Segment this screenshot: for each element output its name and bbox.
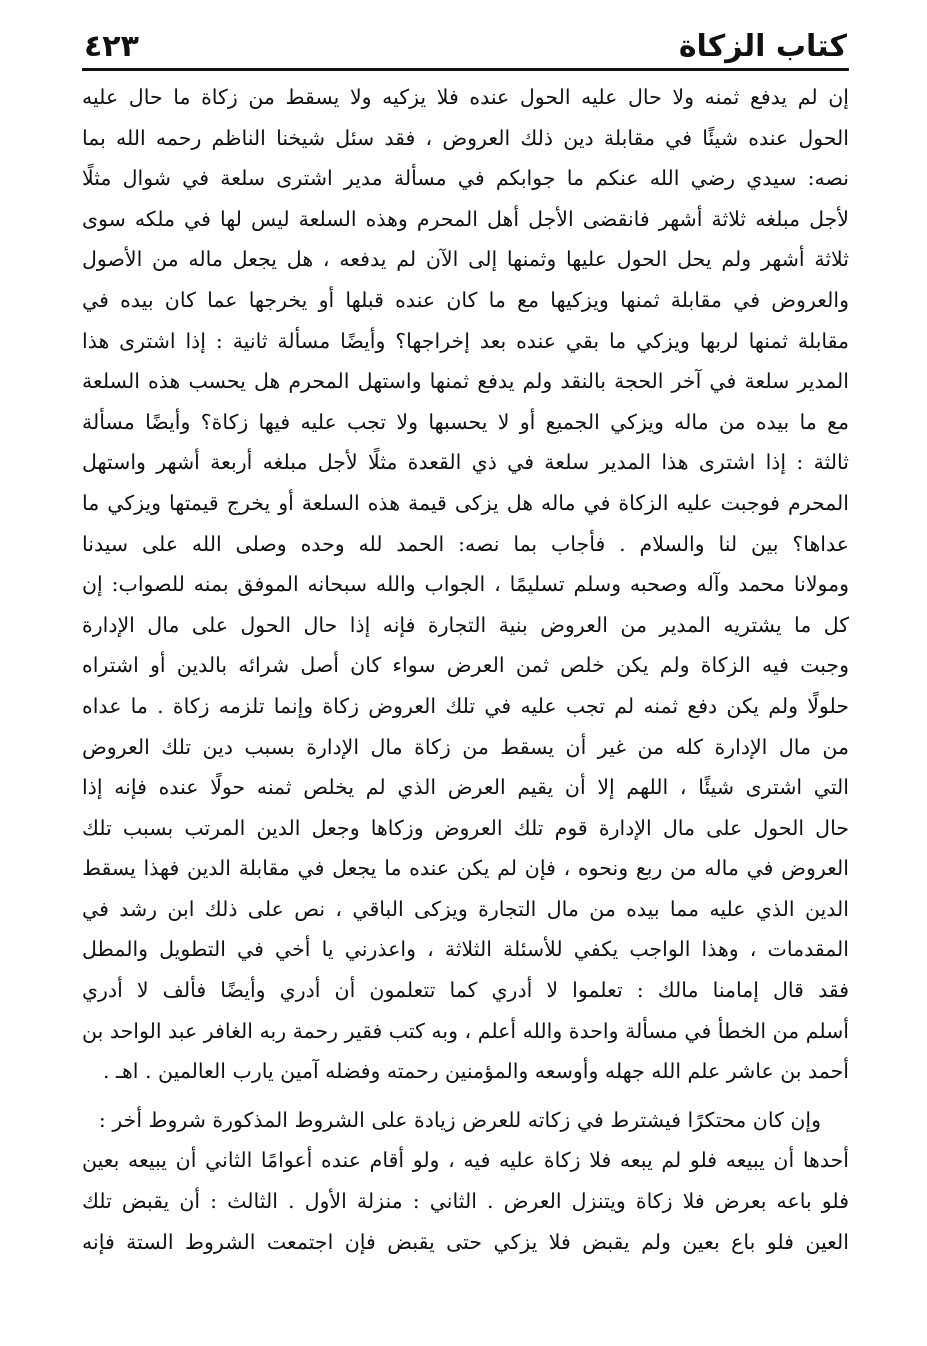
text-line: أحمد بن عاشر علم الله جهله وأوسعه والمؤمنين رحمته وفضله آمين يارب العالمين . اهـ . [102,1059,849,1084]
paragraph-gap [82,1092,849,1100]
text-line: حال الحول على مال الإدارة قوم تلك العروض وزكاها وجعل الدين المرتب بسبب تلك [82,815,849,840]
page-body [82,77,849,1262]
text-line: التي اشترى شيئًا ، اللهم إلا أن يقيم العرض الذي لم يخلص ثمنه حولًا عنده فإنه إذا [82,775,849,800]
text-line: الحول عنده شيئًا في مقابلة دين ذلك العروض ، فقد سئل شيخنا الناظم رحمه الله بما [82,125,849,150]
text-line: العروض في ماله من ربع ونحوه ، فإن لم يكن عنده ما يجعل في مقابلة الدين فهذا يسقط [82,856,849,881]
text-line: كل ما يشتريه المدير من العروض بنية التجارة فإنه إذا حال الحول على مال الإدارة [82,612,849,637]
text-line: وجبت فيه الزكاة ولم يكن خلص ثمن العرض سواء كان أصل شرائه بالدين أو اشتراه [82,653,849,678]
text-line: المقدمات ، وهذا الواجب يكفي للأسئلة الثلاثة ، واعذرني يا أخي في التطويل والمطل [82,937,849,962]
text-line: الدين الذي عليه مما بيده من مال التجارة ويزكى الباقي ، نص على ذلك ابن رشد في [82,896,849,921]
text-line: أسلم من الخطأ في مسألة واحدة والله أعلم ، وبه كتب فقير رحمة ربه الغافر عبد الواحد بن [82,1018,849,1043]
text-line: وإن كان محتكرًا فيشترط في زكاته للعرض زيادة على الشروط المذكورة شروط أخر : [98,1107,821,1132]
text-line: من مال الإدارة كله من غير أن يسقط من زكاة مال الإدارة بسبب دين تلك العروض [82,734,849,759]
paragraph-fatwa [82,77,849,1092]
text-line: ومولانا محمد وآله وصحبه وسلم تسليمًا ، الجواب والله سبحانه الموفق بمنه للصواب: إن [82,572,849,597]
text-line: العين فلو باع بعين ولم يقبض فلا يزكي حتى يقبض فإن اجتمعت الشروط الستة فإنه [82,1229,849,1254]
text-line: لأجل مبلغه ثلاثة أشهر فانقضى الأجل أهل المحرم وهذه السلعة ليس لها في ملكه سوى [82,206,849,231]
text-line: فقد قال إمامنا مالك : تعلموا لا أدري كما تتعلمون أن أدري وأيضًا فألف لا أدري [82,978,849,1003]
page-header [82,22,849,71]
text-line: ثلاثة أشهر ولم يحل الحول عليها وثمنها إلى الآن لم يدفعه ، هل يجعل ماله من الأصول [82,247,849,272]
text-line: والعروض في مقابلة ثمنها ويزكيها مع ما كان عنده قبلها أو يخرجها عما كان بيده في [82,287,849,312]
text-line: المحرم فوجبت عليه الزكاة في ماله هل يزكى قيمة هذه السلعة أو يخرج قيمتها ويزكي ما [82,490,849,515]
text-line: مع ما بيده من ماله ويزكي الجميع أو لا يحسبها ولا تجب عليه فيها زكاة؟ وأيضًا مسألة [82,409,849,434]
book-title: كتاب الزكاة [678,29,847,64]
text-line: مقابلة ثمنها لربها ويزكي ما بقي عنده بعد إخراجها؟ وأيضًا مسألة ثانية : إذا اشترى هذا [82,328,849,353]
text-line: فلو باعه بعرض فلا زكاة ويتنزل العرض . الثاني : منزلة الأول . الثالث : أن يقبض تلك [82,1189,849,1214]
text-line: المدير سلعة في آخر الحجة بالنقد ولم يدفع ثمنها واستهل المحرم هل يحسب هذه السلعة [82,369,849,394]
text-line: أحدها أن يبيعه فلو لم يبعه فلا زكاة عليه فيه ، ولو أقام عنده أعوامًا الثاني أن يبيعه بعين [82,1148,849,1173]
page-number: ٤٢٣ [84,29,139,64]
text-line: عداها؟ بين لنا والسلام . فأجاب بما نصه: الحمد لله وحده وصلى الله على سيدنا [82,531,849,556]
text-line: نصه: سيدي رضي الله عنكم ما جوابكم في مسألة مدير اشترى سلعة في شوال مثلًا [82,166,849,191]
text-line: حلولًا ولم يكن دفع ثمنه لم تجب عليه في تلك العروض زكاة وإنما تلزمه زكاة . ما عداه [82,693,849,718]
text-line: إن لم يدفع ثمنه ولا حال عليه الحول عنده فلا يزكيه ولا يسقط من زكاة ما حال عليه [82,85,849,109]
text-line: ثالثة : إذا اشترى هذا المدير سلعة في ذي القعدة مثلًا لأجل مبلغه أربعة أشهر واستهل [82,450,849,475]
paragraph-muhtakir [82,1100,849,1262]
